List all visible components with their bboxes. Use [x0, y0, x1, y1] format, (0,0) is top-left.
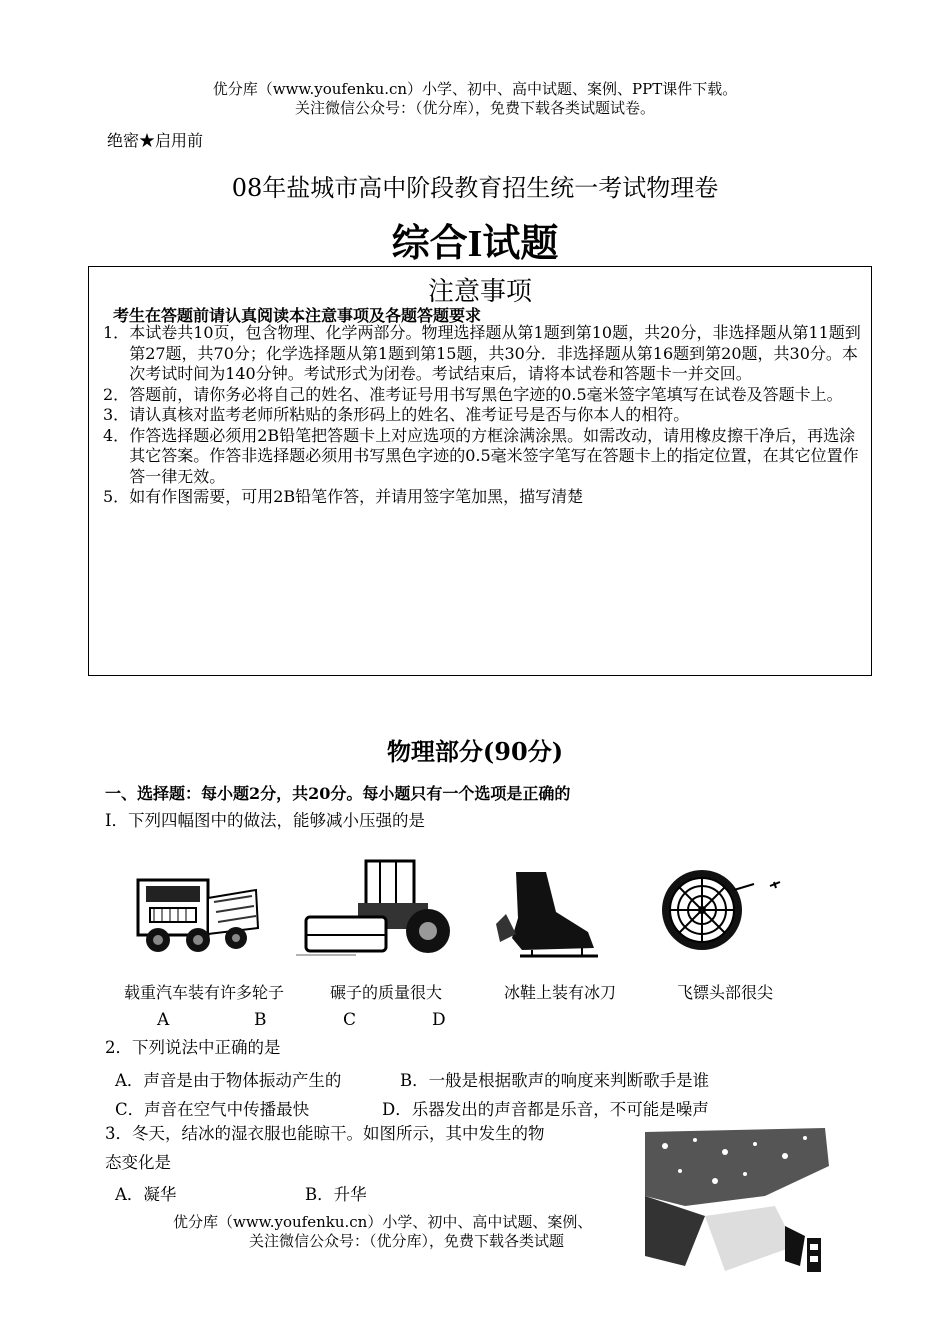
- q1-letter-b: B: [254, 1010, 267, 1030]
- physics-section-title: 物理部分(90分): [386, 737, 564, 766]
- notice-item-text: 请认真核对监考老师所粘贴的条形码上的姓名、准考证号是否与你本人的相符。: [129, 405, 690, 424]
- part1-heading: 一、选择题：每小题2分，共20分。每小题只有一个选项是正确的: [105, 784, 571, 803]
- q1-letter-c: C: [343, 1010, 357, 1030]
- q2-option-b: B．一般是根据歌声的响度来判断歌手是谁: [400, 1071, 710, 1090]
- notice-item: [103, 487, 863, 508]
- q1-caption-c: 冰鞋上装有冰刀: [504, 983, 617, 1002]
- notice-list: [103, 323, 863, 508]
- ice-skate-illustration: [482, 868, 607, 968]
- q1-letter-d: D: [432, 1010, 446, 1030]
- notice-box: [88, 266, 872, 676]
- q2-option-a: A．声音是由于物体振动产生的: [115, 1071, 342, 1090]
- q1-stem: I．下列四幅图中的做法，能够减小压强的是: [105, 811, 426, 830]
- notice-item-number: 5．: [103, 487, 130, 506]
- header-line-2: 关注微信公众号：（优分库），免费下载各类试题试卷。: [294, 99, 655, 117]
- truck-illustration: [128, 868, 268, 963]
- q3-option-a: A．凝华: [115, 1185, 177, 1204]
- notice-item-text: 答题前，请你务必将自己的姓名、准考证号用书写黑色字迹的0.5毫米签字笔填写在试卷及答题卡上。: [129, 384, 843, 404]
- notice-item: [103, 323, 863, 385]
- q2-option-d: D．乐器发出的声音都是乐音，不可能是噪声: [382, 1100, 709, 1119]
- q1-caption-d: 飞镖头部很尖: [677, 983, 774, 1002]
- notice-item-text: 本试卷共10页，包含物理、化学两部分。物理选择题从第1题到第10题，共20分，非选择题从第11题到第27题，共70分；化学选择题从第1题到第15题，共30分．非选择题从第16题到第20题，共30分。本次考试时间为140分钟。考试形式为闭卷。考试结束后，请将本试卷和答题卡一并交回。: [129, 323, 861, 383]
- exam-title: 08年盐城市高中阶段教育招生统一考试物理卷: [231, 174, 719, 202]
- notice-item: [103, 426, 863, 488]
- notice-item-number: 4．: [103, 425, 130, 445]
- notice-item-number: 1．: [103, 323, 130, 342]
- q1-caption-a: 载重汽车装有许多轮子: [124, 983, 285, 1002]
- footer-line-2: 关注微信公众号：（优分库），免费下载各类试题: [249, 1232, 565, 1250]
- notice-title: 注意事项: [427, 277, 532, 307]
- notice-item-text: 如有作图需要，可用2B铅笔作答，并请用签字笔加黑，描写清楚: [129, 487, 584, 506]
- q3-option-b: B．升华: [305, 1185, 367, 1204]
- notice-item: [103, 405, 863, 426]
- road-roller-illustration: [296, 855, 456, 965]
- header-line-1: 优分库（www.youfenku.cn）小学、初中、高中试题、案例、PPT课件下载。: [212, 80, 738, 98]
- q1-caption-b: 碾子的质量很大: [330, 983, 443, 1002]
- notice-item: [103, 385, 863, 406]
- notice-item-number: 3．: [103, 405, 130, 424]
- notice-subtitle: 考生在答题前请认真阅读本注意事项及各题答题要求: [113, 306, 482, 325]
- frozen-clothes-photo: [645, 1126, 830, 1276]
- footer-line-1: 优分库（www.youfenku.cn）小学、初中、高中试题、案例、: [173, 1213, 593, 1231]
- notice-item-text: 作答选择题必须用2B铅笔把答题卡上对应选项的方框涂满涂黑。如需改动，请用橡皮擦干净后，再选涂其它答案。作答非选择题必须用书写黑色字迹的0.5毫米签字笔写在答题卡上的指定位置，在其它位置作答一律无效。: [129, 425, 859, 486]
- q3-stem-line-2: 态变化是: [105, 1153, 171, 1172]
- q3-stem-line-1: 3．冬天，结冰的湿衣服也能晾干。如图所示，其中发生的物: [105, 1124, 545, 1143]
- main-title: 综合I试题: [391, 223, 559, 265]
- q1-letter-a: A: [157, 1010, 170, 1030]
- dartboard-illustration: [660, 860, 790, 960]
- notice-item-number: 2．: [103, 384, 130, 404]
- q2-stem: 2．下列说法中正确的是: [105, 1038, 281, 1057]
- q2-option-c: C．声音在空气中传播最快: [115, 1100, 310, 1119]
- secret-mark: 绝密★启用前: [107, 131, 204, 150]
